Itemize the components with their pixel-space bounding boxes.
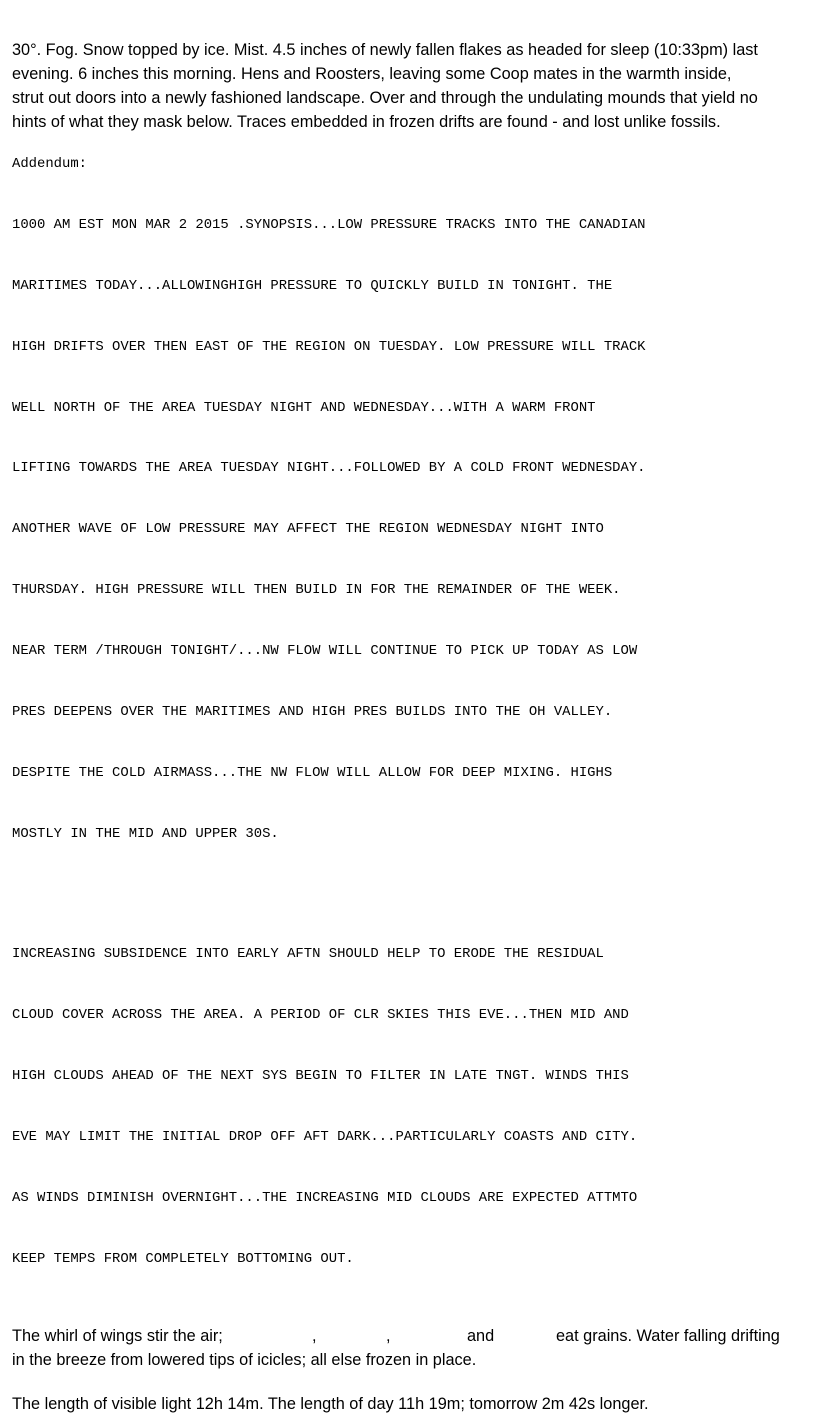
forecast-line: INCREASING SUBSIDENCE INTO EARLY AFTN SHOULD HELP TO ERODE THE RESIDUAL <box>12 946 604 963</box>
forecast-line: WELL NORTH OF THE AREA TUESDAY NIGHT AND WEDNESDAY...WITH A WARM FRONT <box>12 399 596 416</box>
wings-comma: , <box>386 1326 391 1345</box>
intro-line: strut out doors into a newly fashioned landscape. Over and through the undulating mounds that yield no <box>12 89 758 107</box>
wings-comma: , <box>312 1326 317 1345</box>
intro-line: 30°. Fog. Snow topped by ice. Mist. 4.5 inches of newly fallen flakes as headed for sleep (10:33pm) last <box>12 41 758 59</box>
intro-paragraph <box>12 38 812 134</box>
forecast-line: LIFTING TOWARDS THE AREA TUESDAY NIGHT...FOLLOWED BY A COLD FRONT WEDNESDAY. <box>12 460 646 477</box>
forecast-line: AS WINDS DIMINISH OVERNIGHT...THE INCREASING MID CLOUDS ARE EXPECTED ATTMTO <box>12 1189 638 1206</box>
forecast-line: HIGH CLOUDS AHEAD OF THE NEXT SYS BEGIN TO FILTER IN LATE TNGT. WINDS THIS <box>12 1068 629 1085</box>
intro-line: evening. 6 inches this morning. Hens and Roosters, leaving some Coop mates in the warmth inside, <box>12 65 732 83</box>
document-page <box>12 38 812 1416</box>
addendum-heading: Addendum: <box>12 156 88 172</box>
forecast-line: KEEP TEMPS FROM COMPLETELY BOTTOMING OUT. <box>12 1250 354 1267</box>
forecast-line: HIGH DRIFTS OVER THEN EAST OF THE REGION ON TUESDAY. LOW PRESSURE WILL TRACK <box>12 338 646 355</box>
forecast-paragraph-2 <box>12 904 812 1310</box>
daylight-text: The length of visible light 12h 14m. The length of day 11h 19m; tomorrow 2m 42s longer. <box>12 1394 649 1413</box>
wings-line-end: eat grains. Water falling drifting <box>556 1326 780 1345</box>
forecast-line: DESPITE THE COLD AIRMASS...THE NW FLOW WILL ALLOW FOR DEEP MIXING. HIGHS <box>12 764 613 781</box>
forecast-line: MOSTLY IN THE MID AND UPPER 30S. <box>12 825 279 842</box>
daylight-paragraph <box>12 1392 812 1416</box>
forecast-line: CLOUD COVER ACROSS THE AREA. A PERIOD OF CLR SKIES THIS EVE...THEN MID AND <box>12 1007 629 1024</box>
forecast-line: NEAR TERM /THROUGH TONIGHT/...NW FLOW WILL CONTINUE TO PICK UP TODAY AS LOW <box>12 643 638 660</box>
forecast-line: 1000 AM EST MON MAR 2 2015 .SYNOPSIS...LOW PRESSURE TRACKS INTO THE CANADIAN <box>12 216 646 233</box>
forecast-line: THURSDAY. HIGH PRESSURE WILL THEN BUILD IN FOR THE REMAINDER OF THE WEEK. <box>12 582 621 599</box>
forecast-line: ANOTHER WAVE OF LOW PRESSURE MAY AFFECT THE REGION WEDNESDAY NIGHT INTO <box>12 521 604 538</box>
wings-paragraph <box>12 1324 812 1372</box>
forecast-line: MARITIMES TODAY...ALLOWINGHIGH PRESSURE TO QUICKLY BUILD IN TONIGHT. THE <box>12 277 613 294</box>
wings-and-word: and <box>467 1326 495 1345</box>
forecast-line: PRES DEEPENS OVER THE MARITIMES AND HIGH PRES BUILDS INTO THE OH VALLEY. <box>12 704 613 721</box>
forecast-line: EVE MAY LIMIT THE INITIAL DROP OFF AFT DARK...PARTICULARLY COASTS AND CITY. <box>12 1128 638 1145</box>
wings-line-text: in the breeze from lowered tips of icicles; all else frozen in place. <box>12 1350 477 1369</box>
wings-line-1 <box>12 1324 812 1348</box>
wings-line-start: The whirl of wings stir the air; <box>12 1326 223 1345</box>
intro-line: hints of what they mask below. Traces embedded in frozen drifts are found - and lost unlike fossils. <box>12 113 721 131</box>
wings-line-2 <box>12 1348 812 1372</box>
forecast-paragraph-1 <box>12 174 812 884</box>
